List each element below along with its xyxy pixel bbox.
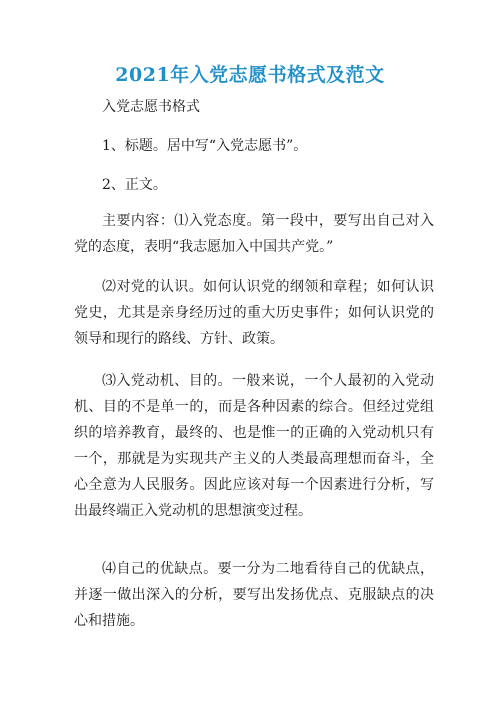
document-title: 2021年入党志愿书格式及范文 xyxy=(115,64,385,86)
paragraph-attitude: 主要内容：⑴入党态度。第一段中，要写出自己对入党的态度，表明“我志愿加入中国共产党。” xyxy=(74,213,434,255)
paragraph-motivation: ⑶入党动机、目的。一般来说，一个人最初的入党动机、目的不是单一的，而是各种因素的综合。但经过党组织的培养教育，最终的、也是惟一的正确的入党动机只有一个，那就是为实现共产主义的人类最高理想而奋斗，全心全意为人民服务。因此应该对每一个因素进行分析，写出最终端正入党动机的思想演变过程。 xyxy=(74,373,434,519)
section-heading: 入党志愿书格式 xyxy=(102,99,200,115)
paragraph-body-heading: 2、正文。 xyxy=(102,177,167,193)
paragraph-understanding: ⑵对党的认识。如何认识党的纲领和章程；如何认识党史，尤其是亲身经历过的重大历史事件；如何认识党的领导和现行的路线、方针、政策。 xyxy=(74,279,434,347)
paragraph-strengths: ⑷自己的优缺点。要一分为二地看待自己的优缺点，并逐一做出深入的分析，要写出发扬优点、克服缺点的决心和措施。 xyxy=(74,561,434,629)
paragraph-title-rule: 1、标题。居中写“入党志愿书”。 xyxy=(102,138,308,154)
